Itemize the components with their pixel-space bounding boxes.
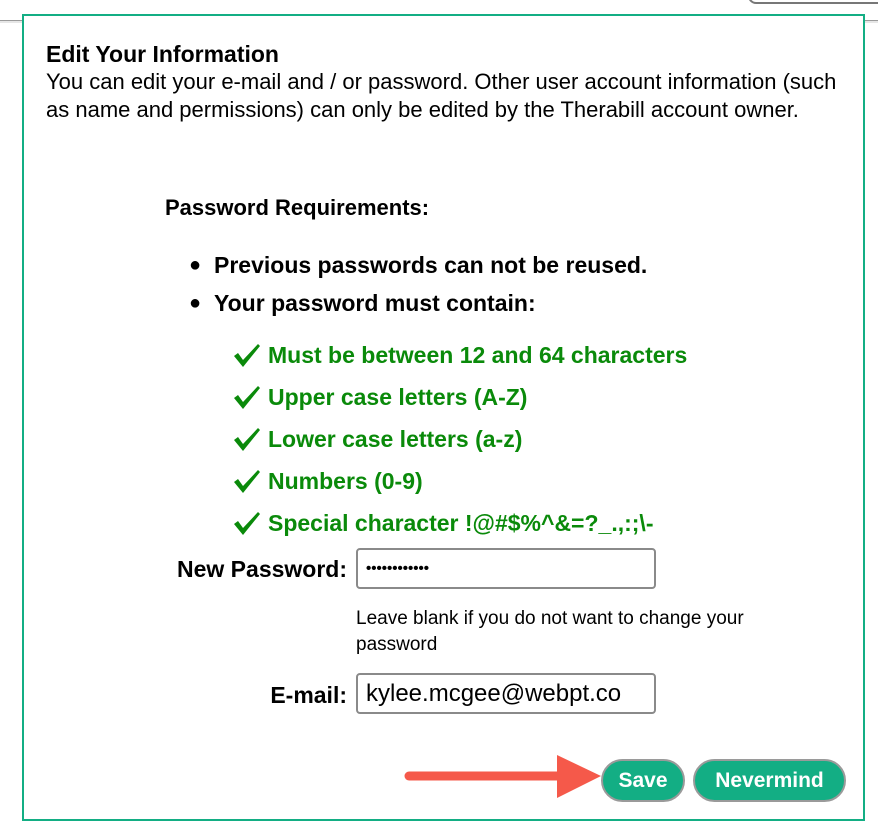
- edit-info-panel: [22, 14, 865, 821]
- email-value: kylee.mcgee@webpt.co: [366, 679, 622, 707]
- check-item-numbers: [232, 460, 687, 502]
- top-tab-edge: [748, 0, 878, 4]
- password-hint: Leave blank if you do not want to change your password: [356, 608, 744, 655]
- check-item-lowercase: [232, 418, 687, 460]
- check-item-special: [232, 502, 687, 544]
- requirements-list: [189, 246, 647, 322]
- annotation-arrow-icon: [403, 754, 603, 800]
- password-requirements-title: Password Requirements:: [165, 195, 430, 220]
- new-password-label: New Password:: [177, 556, 347, 582]
- check-label: Special character !@#$%^&=?_.,:;\-: [268, 509, 654, 536]
- requirement-item: [189, 284, 647, 322]
- checkmark-icon: [232, 383, 268, 411]
- checkmark-icon: [232, 425, 268, 453]
- panel-title: Edit Your Information: [46, 41, 279, 67]
- bullet-icon: ●: [189, 254, 202, 276]
- check-item-uppercase: [232, 376, 687, 418]
- bullet-icon: ●: [189, 292, 202, 314]
- check-label: Must be between 12 and 64 characters: [268, 341, 688, 368]
- email-label: E-mail:: [270, 682, 347, 708]
- checkmark-icon: [232, 467, 268, 495]
- check-label: Lower case letters (a-z): [268, 425, 523, 452]
- check-label: Upper case letters (A-Z): [268, 383, 528, 410]
- check-label: Numbers (0-9): [268, 467, 423, 494]
- nevermind-button[interactable]: Nevermind: [693, 759, 846, 802]
- password-value: ••••••••••••: [366, 560, 430, 577]
- new-password-input[interactable]: [356, 548, 656, 589]
- check-item-length: [232, 334, 687, 376]
- requirement-text: Your password must contain:: [214, 290, 536, 316]
- checkmark-icon: [232, 509, 268, 537]
- requirement-text: Previous passwords can not be reused.: [214, 252, 648, 278]
- requirement-item: [189, 246, 647, 284]
- save-button[interactable]: Save: [601, 759, 685, 802]
- password-checklist: [232, 334, 687, 544]
- email-input[interactable]: [356, 673, 656, 714]
- panel-description: You can edit your e-mail and / or password. Other user account information (such as name and permissions) can only be edited by the Therabill account owner.: [46, 69, 837, 122]
- checkmark-icon: [232, 341, 268, 369]
